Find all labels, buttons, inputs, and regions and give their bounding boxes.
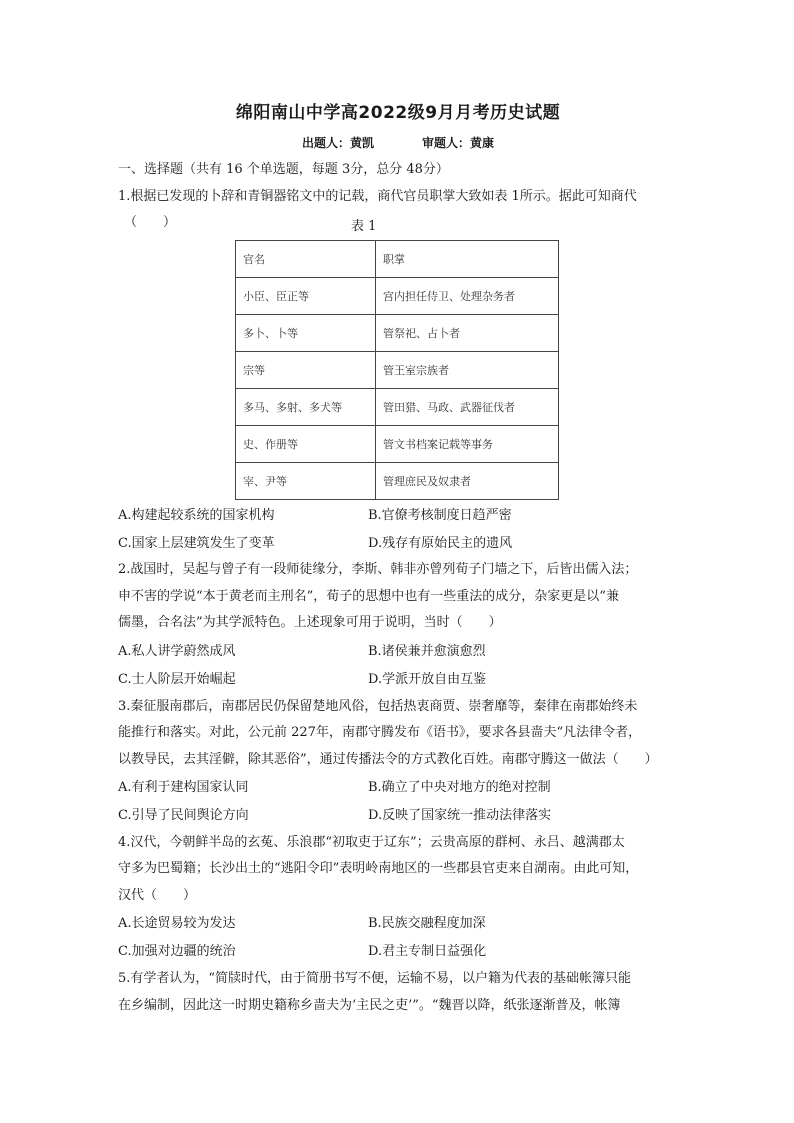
question-4-line-3: 汉代（ ） — [118, 888, 197, 903]
table-cell: 管田猎、马政、武器征伐者 — [376, 389, 559, 426]
table-row — [236, 389, 559, 426]
table-header-cell: 职掌 — [376, 241, 559, 278]
table-row — [236, 352, 559, 389]
table-header-row — [236, 241, 559, 278]
option-a[interactable]: A.私人讲学蔚然成风 — [118, 644, 236, 659]
option-b[interactable]: B.确立了中央对地方的绝对控制 — [368, 780, 551, 795]
table-row — [236, 463, 559, 500]
section-heading: 一、选择题（共有 16 个单选题，每题 3分，总分 48分） — [118, 162, 449, 177]
question-4-line-2: 守多为巴蜀籍；长沙出土的“逃阳令印”表明岭南地区的一些郡县官吏来自湖南。由此可知， — [118, 861, 639, 876]
question-5-line-1: 5.有学者认为，“简牍时代，由于简册书写不便，运输不易，以户籍为代表的基础帐簿只能 — [118, 971, 632, 986]
option-b[interactable]: B.民族交融程度加深 — [368, 916, 486, 931]
exam-title: 绵阳南山中学高2022级9月月考历史试题 — [235, 103, 561, 123]
table-header-cell: 官名 — [236, 241, 376, 278]
table-cell: 宰、尹等 — [236, 463, 376, 500]
table-cell: 管祭祀、占卜者 — [376, 315, 559, 352]
question-4-line-1: 4.汉代，今朝鲜半岛的玄菟、乐浪郡“初取吏于辽东”；云贵高原的群柯、永吕、越满郡太 — [118, 835, 625, 850]
option-c[interactable]: C.国家上层建筑发生了变革 — [118, 536, 275, 551]
option-c[interactable]: C.引导了民间舆论方向 — [118, 808, 249, 823]
table-cell: 管文书档案记载等事务 — [376, 426, 559, 463]
table-cell: 管理庶民及奴隶者 — [376, 463, 559, 500]
option-d[interactable]: D.学派开放自由互鉴 — [368, 672, 487, 687]
option-a[interactable]: A.构建起较系统的国家机构 — [118, 508, 275, 523]
option-d[interactable]: D.残存有原始民主的遗风 — [368, 536, 513, 551]
question-5-line-2: 在乡编制，因此这一时期史籍称乡啬夫为‘主民之吏’”。“魏晋以降，纸张逐渐普及，帐簿 — [118, 998, 621, 1013]
table-cell: 宫内担任侍卫、处理杂务者 — [376, 278, 559, 315]
option-d[interactable]: D.君主专制日益强化 — [368, 944, 487, 959]
option-a[interactable]: A.长途贸易较为发达 — [118, 916, 236, 931]
option-a[interactable]: A.有利于建构国家认同 — [118, 780, 249, 795]
table-cell: 宗等 — [236, 352, 376, 389]
table-caption: 表 1 — [351, 219, 377, 234]
table-row — [236, 278, 559, 315]
option-b[interactable]: B.诸侯兼并愈演愈烈 — [368, 644, 486, 659]
exam-authors — [118, 134, 678, 151]
table-cell: 多卜、卜等 — [236, 315, 376, 352]
official-duties-table — [235, 240, 559, 500]
question-2-line-2: 申不害的学说“本于黄老而主刑名”，荀子的思想中也有一些重法的成分，杂家更是以“兼 — [118, 589, 619, 604]
question-3-line-2: 能推行和落实。对此，公元前 227年，南郡守腾发布《语书》，要求各县啬夫“凡法律令者， — [118, 725, 642, 740]
table-row — [236, 315, 559, 352]
table-cell: 史、作册等 — [236, 426, 376, 463]
question-3-line-1: 3.秦征服南郡后，南郡居民仍保留楚地风俗，包括热衷商贾、崇奢靡等，秦律在南郡始终未 — [118, 699, 638, 714]
question-1-line-1: 1.根据已发现的卜辞和青铜器铭文中的记载，商代官员职掌大致如表 1所示。据此可知商代 — [118, 189, 637, 204]
option-b[interactable]: B.官僚考核制度日趋严密 — [368, 508, 512, 523]
setter-label: 出题人：黄凯 — [301, 136, 374, 150]
table-cell: 多马、多射、多犬等 — [236, 389, 376, 426]
reviewer-label: 审题人：黄康 — [422, 136, 495, 150]
option-d[interactable]: D.反映了国家统一推动法律落实 — [368, 808, 552, 823]
table-row — [236, 426, 559, 463]
question-3-line-3: 以教导民，去其淫僻，除其恶俗”，通过传播法令的方式教化百姓。南郡守腾这一做法（ ） — [118, 752, 658, 767]
question-1-line-2: （ ） — [124, 215, 177, 230]
option-c[interactable]: C.士人阶层开始崛起 — [118, 672, 236, 687]
table-cell: 小臣、臣正等 — [236, 278, 376, 315]
question-2-line-1: 2.战国时，吴起与曾子有一段师徒缘分，李斯、韩非亦曾列荀子门墙之下，后皆出儒入法； — [118, 562, 638, 577]
table-cell: 管王室宗族者 — [376, 352, 559, 389]
question-2-line-3: 儒墨，合名法”为其学派特色。上述现象可用于说明，当时（ ） — [118, 615, 502, 630]
option-c[interactable]: C.加强对边疆的统治 — [118, 944, 236, 959]
